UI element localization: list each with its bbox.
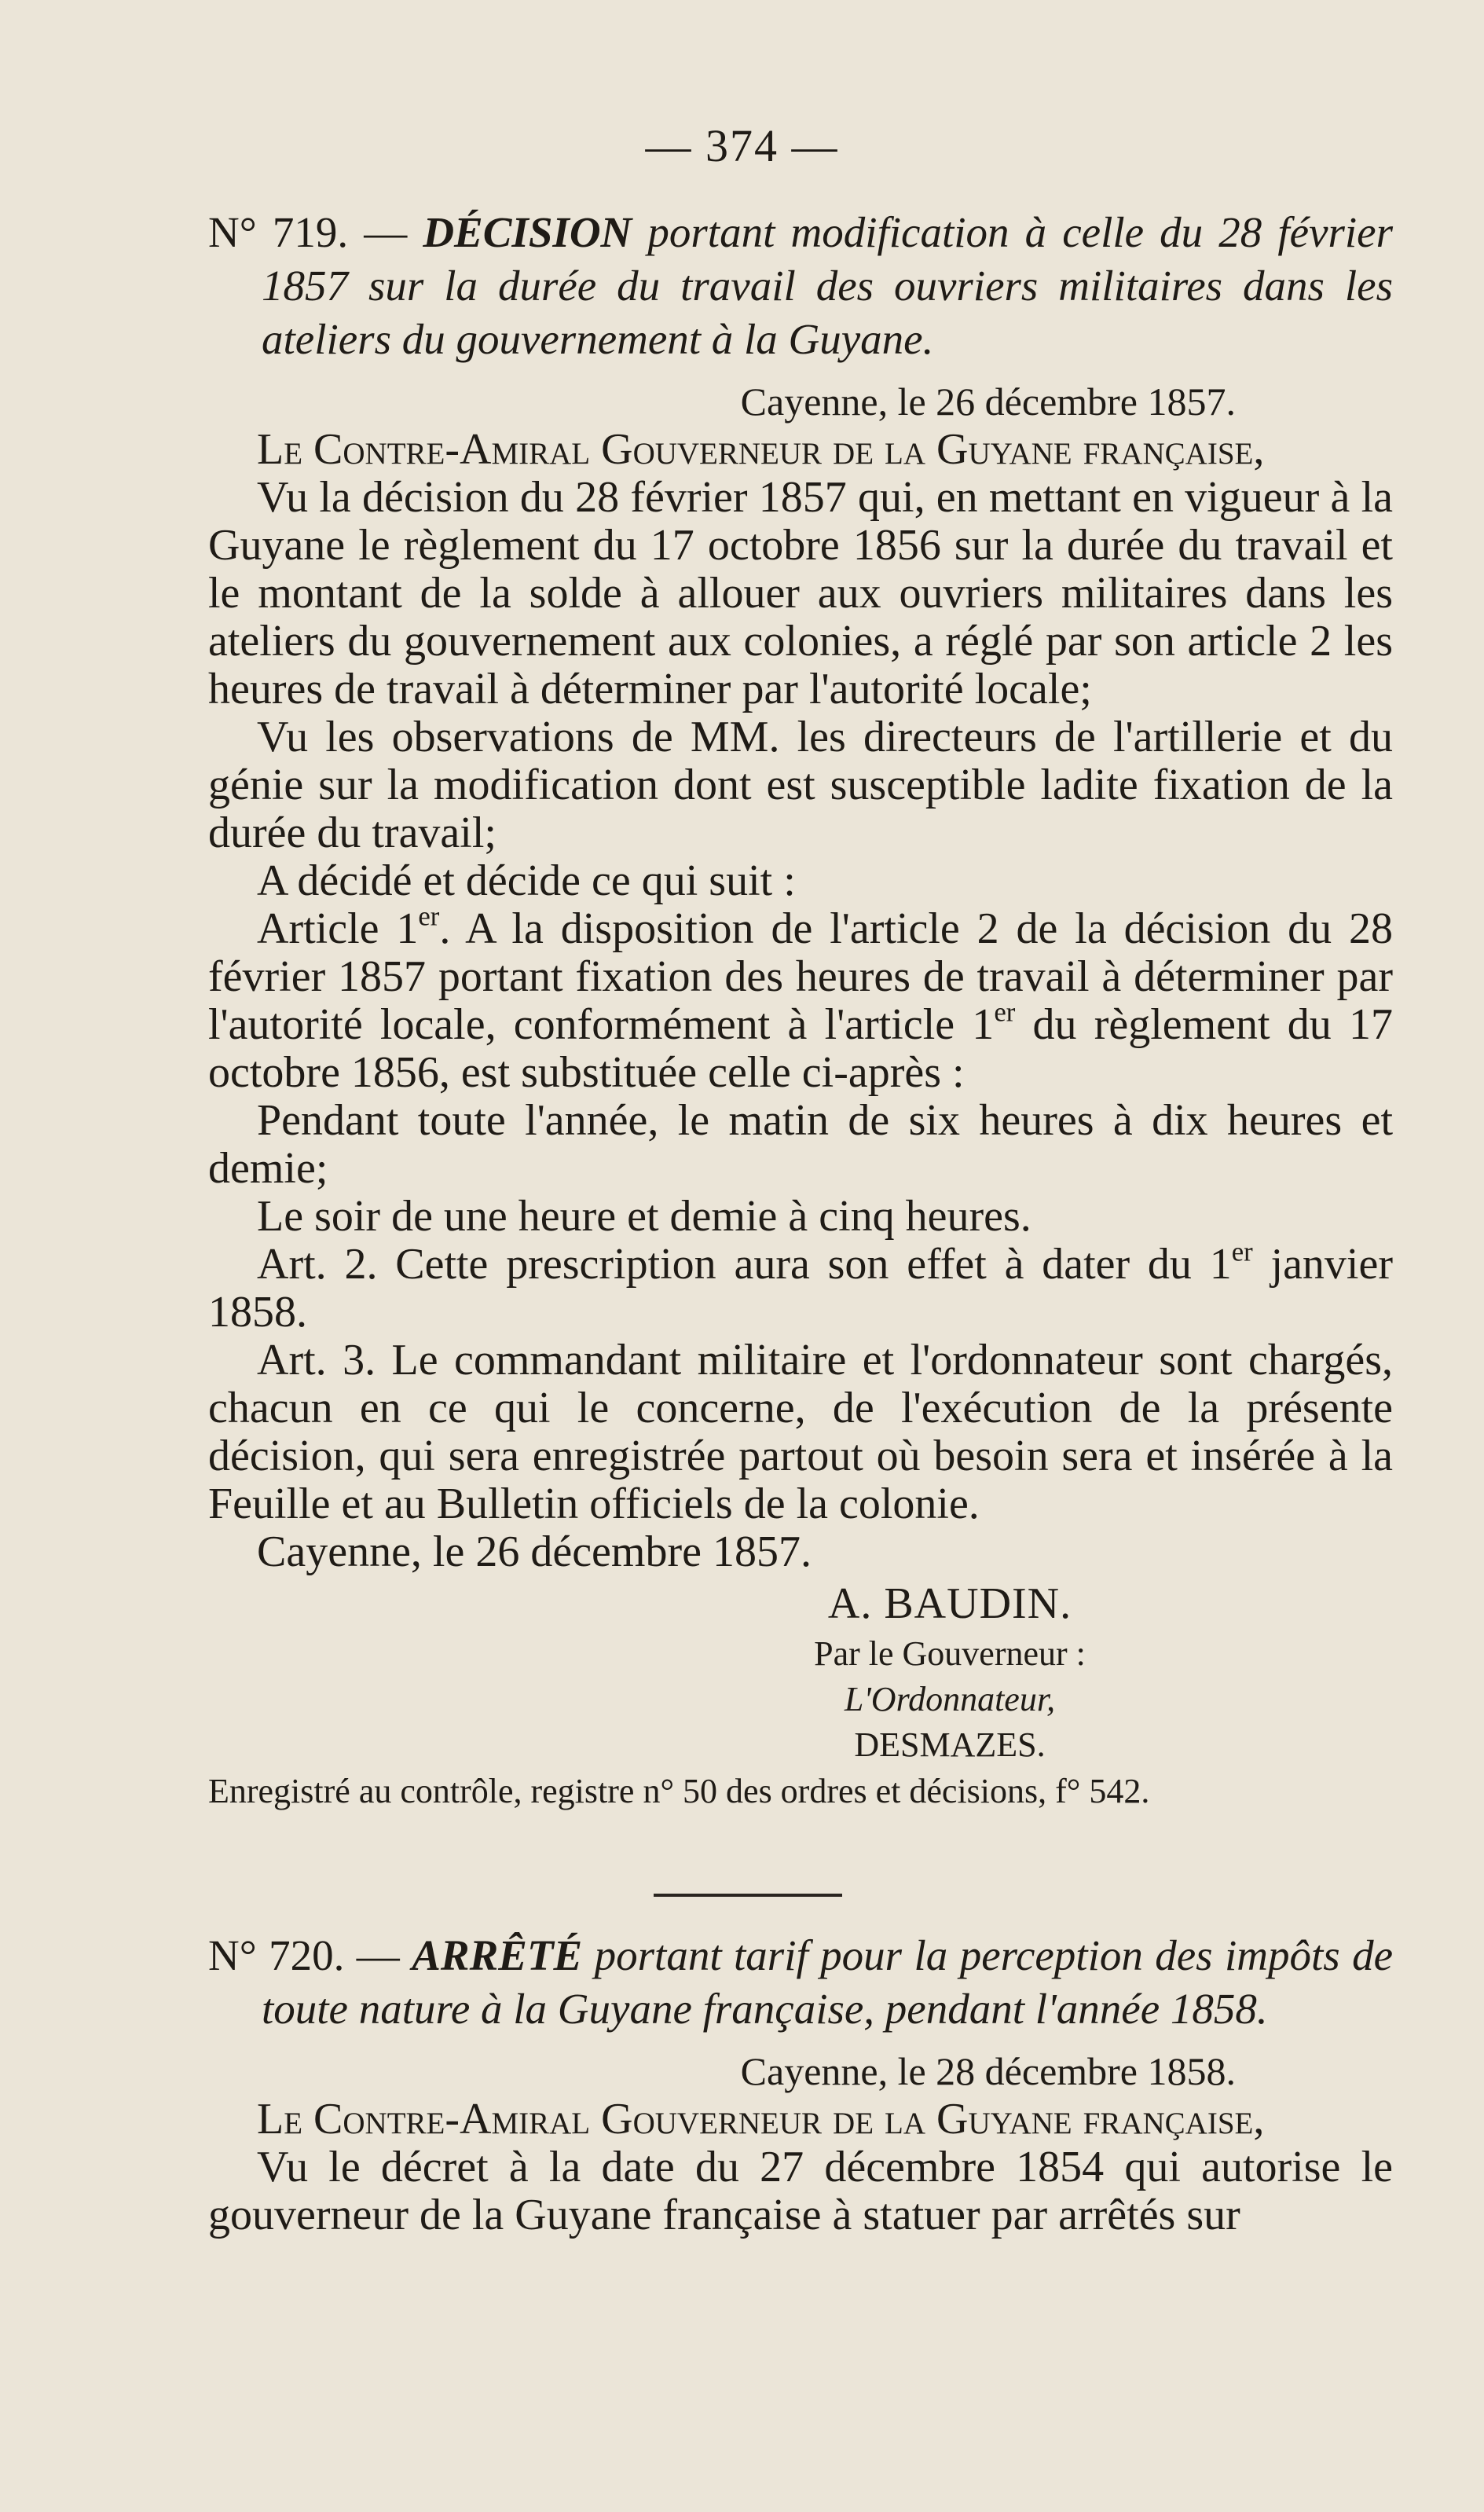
article-1-sup: er [418,900,440,932]
arrete-720 [208,1929,1393,2239]
article-2-sup: er [1231,1236,1253,1267]
arrete-720-heading [208,1929,1393,2036]
decision-719-considering-1: Vu la décision du 28 février 1857 qui, en mettant en vigueur à la Guyane le règlement du 17 octobre 1856 sur la durée du travail et le montant de la solde à allouer aux ouvriers militaires dans les ateliers du gouvernement aux colonies, a réglé par son article 2 les heures de travail à déterminer par l'autorité locale; [208,473,1393,713]
decision-719-signature: A. BAUDIN. [827,1579,1072,1628]
arrete-720-number: N° 720. — [208,1931,412,1979]
decision-719-decides: A décidé et décide ce qui suit : [257,856,796,905]
decision-719-registration: Enregistré au contrôle, registre n° 50 des ordres et décisions, f° 542. [208,1772,1150,1810]
decision-719-title: portant modification à celle du 28 février 1857 sur la durée du travail des ouvriers militaires dans les ateliers du gouvernement à la Guyane. [262,208,1393,363]
article-2-text-end: janvier 1858. [208,1240,1393,1337]
page-number: — 374 — [645,120,839,171]
decision-719-doc-type: DÉCISION [423,208,632,256]
article-1-text-end: du règlement du 17 octobre 1856, est substituée celle ci-après : [208,1000,1393,1097]
decision-719-closing: Cayenne, le 26 décembre 1857. [257,1527,812,1576]
decision-719-sig-role: L'Ordonnateur, [844,1680,1056,1718]
decision-719-sig-by: Par le Gouverneur : [814,1634,1086,1673]
article-2-text: Art. 2. Cette prescription aura son effet à dater du 1 [257,1240,1232,1289]
decision-719-article-2 [208,1236,1393,1337]
decision-719-place-date: Cayenne, le 26 décembre 1857. [740,380,1236,424]
decision-719-article-3: Art. 3. Le commandant militaire et l'ordonnateur sont chargés, chacun en ce qui le concerne, de l'exécution de la présente décision, qui sera enregistrée partout où besoin sera et insérée à la Feuille et au Bulletin officiels de la colonie. [208,1336,1393,1528]
decision-719 [208,206,1393,1815]
article-1-sup-2: er [994,996,1016,1028]
decision-719-evening-hours: Le soir de une heure et demie à cinq heures. [257,1192,1031,1241]
article-1-label: Article 1 [257,904,419,953]
decision-719-number: N° 719. — [208,208,423,256]
decision-719-article-1 [208,900,1393,1097]
article-1-text: . A la disposition de l'article 2 de la décision du 28 février 1857 portant fixation des heures de travail à déterminer par l'autorité locale, conformément à l'article 1 [208,904,1393,1049]
decision-719-sig-name: DESMAZES. [854,1725,1046,1764]
decision-719-preamble: Le Contre-Amiral Gouverneur de la Guyane française, [257,425,1265,474]
arrete-720-doc-type: ARRÊTÉ [412,1931,583,1979]
decision-719-morning-hours: Pendant toute l'année, le matin de six heures à dix heures et demie; [208,1096,1393,1193]
decision-719-considering-2: Vu les observations de MM. les directeurs de l'artillerie et du génie sur la modification dont est susceptible ladite fixation de la durée du travail; [208,713,1393,857]
arrete-720-considering-1: Vu le décret à la date du 27 décembre 1854 qui autorise le gouverneur de la Guyane française à statuer par arrêtés sur [208,2143,1393,2239]
arrete-720-title: portant tarif pour la perception des impôts de toute nature à la Guyane française, pendant l'année 1858. [262,1931,1393,2033]
arrete-720-preamble: Le Contre-Amiral Gouverneur de la Guyane française, [257,2095,1265,2143]
arrete-720-place-date: Cayenne, le 28 décembre 1858. [740,2049,1236,2093]
section-divider [654,1894,842,1897]
decision-719-heading [208,206,1393,366]
